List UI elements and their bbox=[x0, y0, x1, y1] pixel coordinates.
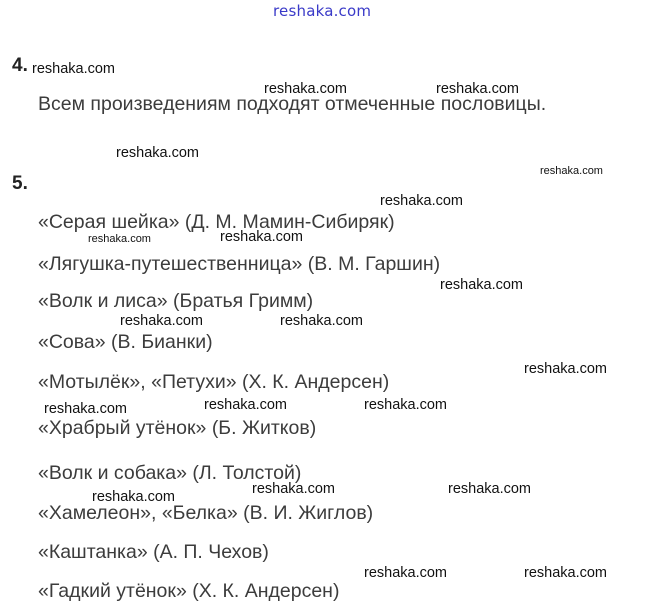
watermark: reshaka.com bbox=[32, 61, 116, 77]
watermark: reshaka.com bbox=[44, 401, 128, 417]
task-5-item: «Гадкий утёнок» (Х. К. Андерсен) bbox=[38, 580, 340, 602]
watermark: reshaka.com bbox=[440, 277, 524, 293]
watermark: reshaka.com bbox=[364, 397, 448, 413]
watermark: reshaka.com bbox=[280, 313, 364, 329]
watermark: reshaka.com bbox=[88, 233, 151, 245]
watermark: reshaka.com bbox=[204, 397, 288, 413]
watermark: reshaka.com bbox=[264, 81, 348, 97]
task-5-item: «Хамелеон», «Белка» (В. И. Жиглов) bbox=[38, 502, 374, 524]
watermark: reshaka.com bbox=[524, 361, 608, 377]
watermark: reshaka.com bbox=[364, 565, 448, 581]
task-5-item: «Каштанка» (А. П. Чехов) bbox=[38, 541, 269, 563]
task-5-item: «Сова» (В. Бианки) bbox=[38, 331, 213, 353]
task-5-item: «Лягушка-путешественница» (В. М. Гаршин) bbox=[38, 253, 441, 275]
task-5-item: «Волк и собака» (Л. Толстой) bbox=[38, 462, 302, 484]
task-5-item: «Волк и лиса» (Братья Гримм) bbox=[38, 290, 314, 312]
watermark: reshaka.com bbox=[540, 165, 603, 177]
watermark: reshaka.com bbox=[116, 145, 200, 161]
watermark: reshaka.com bbox=[524, 565, 608, 581]
header-watermark: reshaka.com bbox=[273, 2, 372, 20]
watermark: reshaka.com bbox=[380, 193, 464, 209]
watermark: reshaka.com bbox=[220, 229, 304, 245]
task-5-item: «Серая шейка» (Д. М. Мамин-Сибиряк) bbox=[38, 211, 395, 233]
task-4-number: 4. bbox=[12, 55, 28, 76]
task-5-item: «Храбрый утёнок» (Б. Житков) bbox=[38, 417, 317, 439]
task-4-answer: Всем произведениям подходят отмеченные пословицы. bbox=[38, 93, 547, 115]
watermark: reshaka.com bbox=[120, 313, 204, 329]
watermark: reshaka.com bbox=[252, 481, 336, 497]
watermark: reshaka.com bbox=[436, 81, 520, 97]
task-5-item: «Мотылёк», «Петухи» (Х. К. Андерсен) bbox=[38, 371, 390, 393]
task-5-number: 5. bbox=[12, 173, 28, 194]
watermark: reshaka.com bbox=[92, 489, 176, 505]
watermark: reshaka.com bbox=[448, 481, 532, 497]
